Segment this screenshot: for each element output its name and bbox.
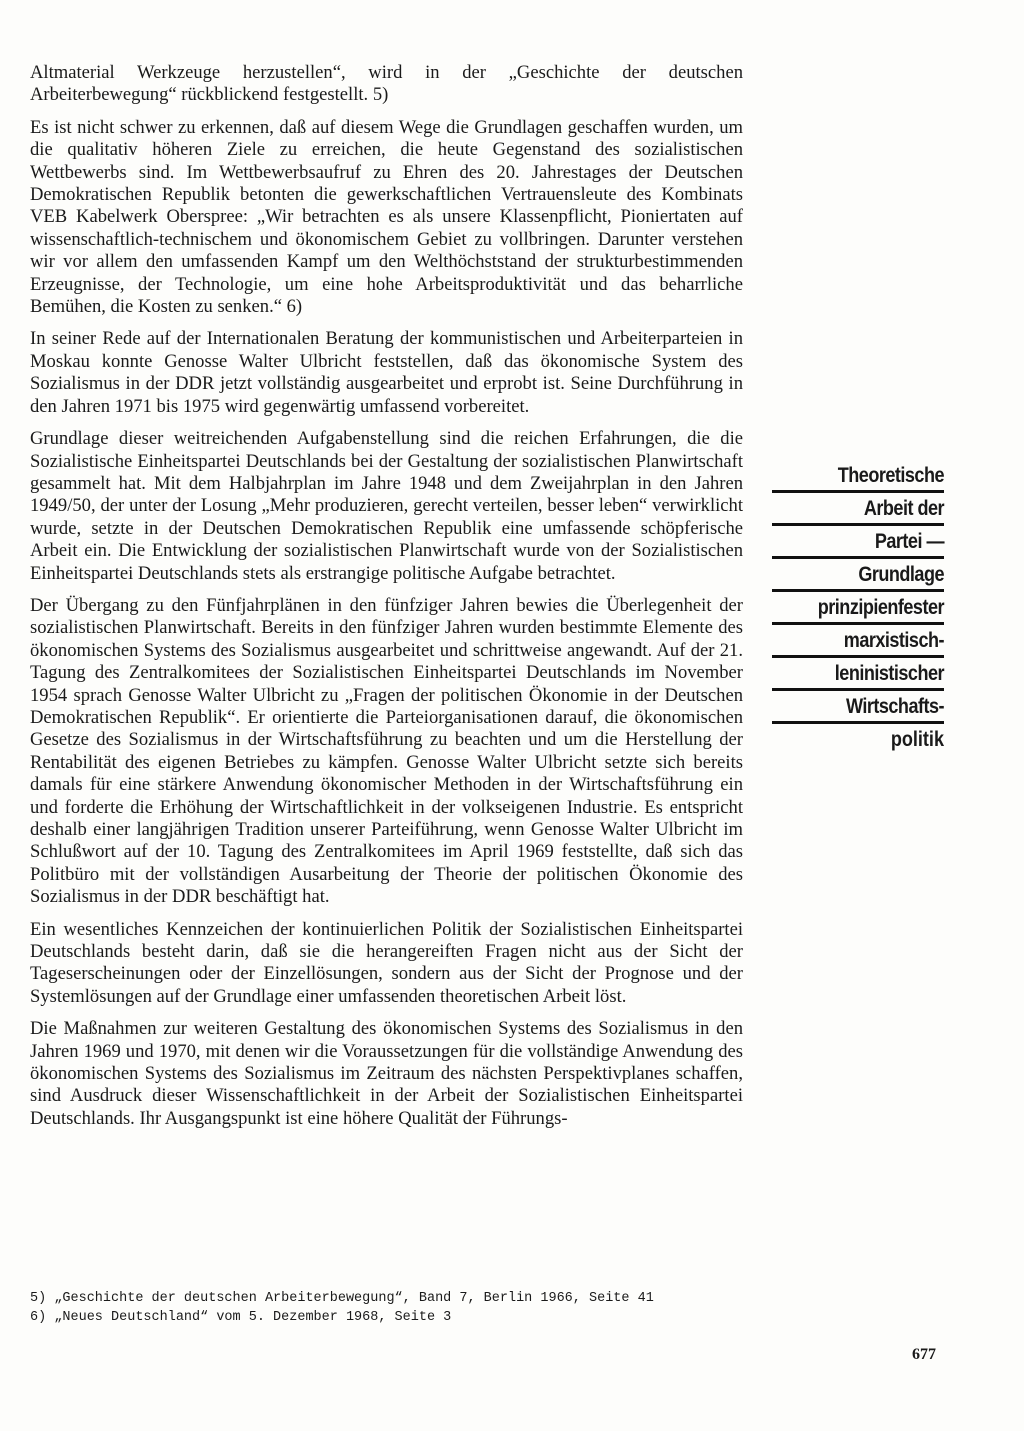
page-number: 677 <box>912 1346 936 1363</box>
heading-rule <box>772 655 944 658</box>
margin-heading-line: politik <box>890 728 944 751</box>
footnote: 5) „Geschichte der deutschen Arbeiterbewegung“, Band 7, Berlin 1966, Seite 41 <box>30 1291 654 1306</box>
paragraph: Grundlage dieser weitreichenden Aufgabenstellung sind die reichen Erfahrungen, die die Sozialistische Einheitspartei Deutschlands bei der Gestaltung der sozialistischen Planwirtschaft gesammelt hat. Mit dem Halbjahrplan im Jahre 1948 und dem Zweijahrplan in den Jahren 1949/50, der unter der Losung „Mehr produzieren, gerecht verteilen, besser leben“ verwirklicht wurde, setzte in der Deutschen Demokratischen Republik eine umfassende schöpferische Arbeit ein. Die Entwicklung der sozialistischen Planwirtschaft wurde von der Sozialistischen Einheitspartei Deutschlands stets als erstrangige politische Aufgabe betrachtet. <box>30 428 743 584</box>
margin-heading-line: marxistisch- <box>843 629 944 652</box>
heading-rule <box>772 490 944 493</box>
heading-rule <box>772 523 944 526</box>
heading-rule <box>772 688 944 691</box>
paragraph: Ein wesentliches Kennzeichen der kontinuierlichen Politik der Sozialistischen Einheitspartei Deutschlands besteht darin, daß sie die herangereiften Fragen nicht aus der Sicht der Tageserscheinungen oder der Einzellösungen, sondern aus der Sicht der Prognose und der Systemlösungen auf der Grundlage einer umfassenden theoretischen Arbeit löst. <box>30 918 743 1007</box>
heading-rule <box>772 622 944 625</box>
margin-heading <box>772 462 944 753</box>
paragraph: Altmaterial Werkzeuge herzustellen“, wird in der „Geschichte der deutschen Arbeiterbewegung“ rückblickend festgestellt. 5) <box>30 62 743 106</box>
margin-heading-line: prinzipienfester <box>817 596 944 619</box>
heading-rule <box>772 589 944 592</box>
paragraph: Es ist nicht schwer zu erkennen, daß auf diesem Wege die Grundlagen geschaffen wurden, um die qualitativ höheren Ziele zu erreichen, die heute Gegenstand des sozialistischen Wettbewerbs sind. Im Wettbewerbsaufruf zu Ehren des 20. Jahrestages der Deutschen Demokratischen Republik betonten die gewerkschaftlichen Vertrauensleute des Kombinats VEB Kabelwerk Oberspree: „Wir betrachten es als unsere Klassenpflicht, Pioniertaten auf wissenschaftlich-technischem und ökonomischem Gebiet zu vollbringen. Darunter verstehen wir vor allem den umfassenden Kampf um den Welthöchststand der strukturbestimmenden Erzeugnisse, der Technologie, um eine hohe Arbeitsproduktivität und das beharrliche Bemühen, die Kosten zu senken.“ 6) <box>30 116 743 318</box>
margin-heading-line: Partei — <box>874 530 944 553</box>
main-text-column <box>30 62 743 1140</box>
footnote: 6) „Neues Deutschland“ vom 5. Dezember 1968, Seite 3 <box>30 1310 452 1325</box>
paragraph: In seiner Rede auf der Internationalen Beratung der kommunistischen und Arbeiterparteien in Moskau konnte Genosse Walter Ulbricht feststellen, daß das ökonomische System des Sozialismus in der DDR jetzt vollständig ausgearbeitet und erprobt ist. Seine Durchführung in den Jahren 1971 bis 1975 wird gegenwärtig umfassend vorbereitet. <box>30 328 743 417</box>
margin-heading-line: Theoretische <box>837 464 944 487</box>
heading-rule <box>772 556 944 559</box>
footnotes <box>30 1289 743 1327</box>
paragraph: Der Übergang zu den Fünfjahrplänen in den fünfziger Jahren bewies die Überlegenheit der sozialistischen Planwirtschaft. Bereits in den fünfziger Jahren wurden bestimmte Elemente des ökonomischen Systems des Sozialismus ausgearbeitet und schrittweise angewandt. Auf der 21. Tagung des Zentralkomitees der Sozialistischen Einheitspartei Deutschlands im November 1954 sprach Genosse Walter Ulbricht zu „Fragen der politischen Ökonomie in der Deutschen Demokratischen Republik“. Er orientierte die Parteiorganisationen darauf, die ökonomischen Gesetze des Sozialismus in der Wirtschaftsführung zu beachten und um die Herstellung der Rentabilität des eigenen Betriebes zu kämpfen. Genosse Walter Ulbricht setzte sich bereits damals für eine stärkere Anwendung ökonomischer Methoden in der Wirtschaftsführung ein und forderte die Erhöhung der Wirtschaftlichkeit in der volkseigenen Industrie. Es entspricht deshalb einer langjährigen Tradition unserer Parteiführung, wenn Genosse Walter Ulbricht im Schlußwort auf der 10. Tagung des Zentralkomitees im April 1969 feststellte, daß sich das Politbüro mit der vollständigen Ausarbeitung der Theorie der politischen Ökonomie des Sozialismus in der DDR beschäftigt hat. <box>30 594 743 908</box>
heading-rule <box>772 721 944 724</box>
paragraph: Die Maßnahmen zur weiteren Gestaltung des ökonomischen Systems des Sozialismus in den Jahren 1969 und 1970, mit denen wir die Voraussetzungen für die vollständige Anwendung des ökonomischen Systems des Sozialismus im Zeitraum des nächsten Perspektivplanes schaffen, sind Ausdruck dieser Wissenschaftlichkeit in der Arbeit der Sozialistischen Einheitspartei Deutschlands. Ihr Ausgangspunkt ist eine höhere Qualität der Führungs- <box>30 1018 743 1129</box>
margin-heading-line: leninistischer <box>834 662 944 685</box>
margin-heading-line: Grundlage <box>858 563 944 586</box>
margin-heading-line: Wirtschafts- <box>845 695 944 718</box>
margin-heading-line: Arbeit der <box>863 497 944 520</box>
